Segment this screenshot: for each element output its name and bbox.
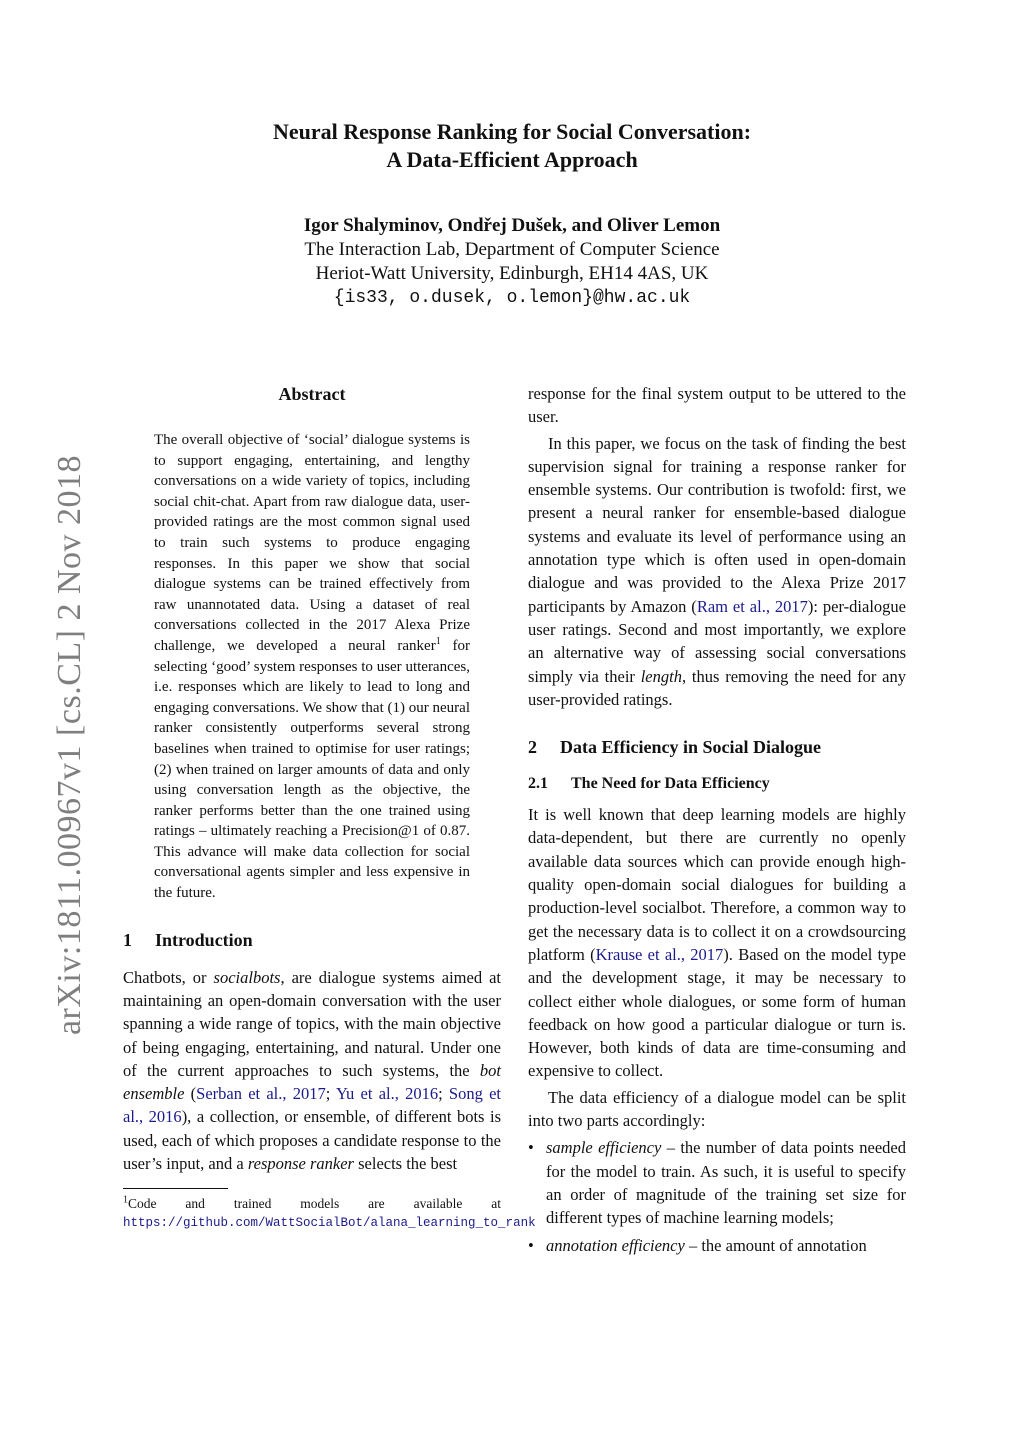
author-names: Igor Shalyminov, Ondřej Dušek, and Oliver Lemon [303,215,721,236]
text-run: ): per-dialogue user ratings. Second and most importantly, we explore an alternative way of assessing social conversations simply via their [528,596,906,686]
paper-title [0,118,1024,174]
citation-link-yu[interactable]: Yu et al., 2016 [335,1084,439,1104]
title-line-2: A Data-Efficient Approach [386,147,638,172]
text-run: ), a collection, or ensemble, of different bots is used, each of which proposes a candidate response to the user’s input, and a [123,1107,501,1174]
footnote-marker[interactable]: 1 [435,635,441,647]
text-run: In this paper, we focus on the task of finding the best supervision signal for training a response ranker for ensemble systems. Our contribution is twofold: first, we present a neural ranker for ensemble-based dialogue systems and evaluate its level of performance using an annotation type which is often used in open-domain dialogue and was provided to the Alexa Prize 2017 participants by Amazon ( [528,433,906,616]
footnote-number: 1 [123,1194,128,1206]
subsection-heading-need [528,773,906,795]
list-item-text: – the number of data points needed for the model to train. As such, it is useful to specify an order of magnitude of the training set size for different types of machine learning models; [546,1138,906,1228]
text-run: , thus removing the need for any user-provided ratings. [528,666,906,709]
text-run: , are dialogue systems aimed at maintaining an open-domain conversation with the user spanning a wide range of topics, with the main objective of being engaging, entertaining, and natural. Under one of the current approaches to such systems, the [123,967,501,1080]
text-run: ; [325,1084,336,1104]
text-run: Chatbots, or [123,967,214,987]
abstract-text-part-2: for selecting ‘good’ system responses to user utterances, i.e. responses which are likely to lead to long and engaging conversations. We show that (1) our neural ranker consistently outperforms several strong baselines when trained to optimise for user ratings; (2) when trained on larger amounts of data and only using conversation length as the objective, the ranker performs better than the one trained using ratings – ultimately reaching a Precision@1 of 0.87. This advance will make data collection for social conversational agents simpler and less expensive in the future. [154,637,470,902]
citation-link-serban[interactable]: Serban et al., 2017 [196,1084,326,1104]
emphasis-response-ranker: response ranker [247,1154,354,1174]
list-item [528,1234,906,1257]
list-item-term: sample efficiency [546,1138,662,1158]
arxiv-identifier: arXiv:1811.00967v1 [cs.CL] 2 Nov 2018 [51,454,88,1036]
emphasis-socialbots: socialbots [213,967,281,987]
bullet-icon: • [528,1138,534,1158]
text-run: selects the best [353,1154,458,1174]
bullet-icon: • [528,1235,534,1255]
affiliation-line-1: The Interaction Lab, Department of Computer Science [304,239,720,260]
emphasis-length: length [640,666,682,686]
abstract-text-part-1: The overall objective of ‘social’ dialogue systems is to support engaging, entertaining, and lengthy conversations on a wide variety of topics, including social chit-chat. Apart from raw dialogue data, user-provided ratings are the most common signal used to train such systems to produce engaging responses. In this paper we show that social dialogue systems can be trained effectively from raw unannotated data. Using a dataset of real conversations collected in the 2017 Alexa Prize challenge, we developed a neural ranker [154,432,470,654]
list-item-term: annotation efficiency [546,1235,685,1255]
author-emails: {is33, o.dusek, o.lemon}@hw.ac.uk [333,288,691,308]
text-run: ( [184,1084,197,1104]
affiliation-line-2: Heriot-Watt University, Edinburgh, EH14 4AS, UK [315,263,709,284]
list-item [528,1136,906,1229]
emphasis-bot-ensemble: bot ensemble [123,1060,501,1104]
contribution-paragraph [528,432,906,712]
abstract-heading: Abstract [278,384,346,404]
footnote [123,1194,536,1232]
footnote-text: Code and trained models are available at [128,1196,501,1212]
subsection-title: The Need for Data Efficiency [571,775,770,793]
split-paragraph: The data efficiency of a dialogue model can be split into two parts accordingly: [528,1087,906,1131]
section-title: Data Efficiency in Social Dialogue [560,737,821,758]
text-run: It is well known that deep learning models are highly data-dependent, but there are currently no openly available data sources which can provide enough high-quality open-domain social dialogues for building a production-level socialbot. Therefore, a common way to get the necessary data is to collect it on a crowdsourcing platform ( [528,805,906,964]
author-block [0,214,1024,310]
right-column [528,382,906,1261]
left-column [123,382,536,1232]
text-run: ; [438,1084,449,1104]
list-item-text: – the amount of annotation [684,1235,867,1255]
introduction-paragraph [123,966,501,1176]
continued-paragraph: response for the final system output to be uttered to the user. [528,384,906,427]
text-run: ). Based on the model type and the development stage, it may be necessary to collect either whole dialogues, or some form of human feedback on how good a particular dialogue or turn is. However, both kinds of data are time-consuming and expensive to collect. [528,944,906,1081]
footnote-url-link[interactable]: https://github.com/WattSocialBot/alana_learning_to_rank [123,1216,536,1231]
subsection-number: 2.1 [528,775,548,793]
data-efficiency-paragraph [528,803,906,1083]
footnote-divider [123,1188,228,1189]
citation-link-krause[interactable]: Krause et al., 2017 [595,944,724,964]
section-heading-introduction [123,928,501,952]
section-title: Introduction [155,929,253,950]
citation-link-ram[interactable]: Ram et al., 2017 [696,596,808,616]
efficiency-list [528,1136,906,1256]
section-heading-data-efficiency [528,735,906,759]
section-number: 1 [123,929,132,950]
citation-link-song[interactable]: Song et al., 2016 [123,1084,501,1127]
abstract-text [154,430,470,904]
section-number: 2 [528,737,537,758]
title-line-1: Neural Response Ranking for Social Conversation: [272,119,752,144]
